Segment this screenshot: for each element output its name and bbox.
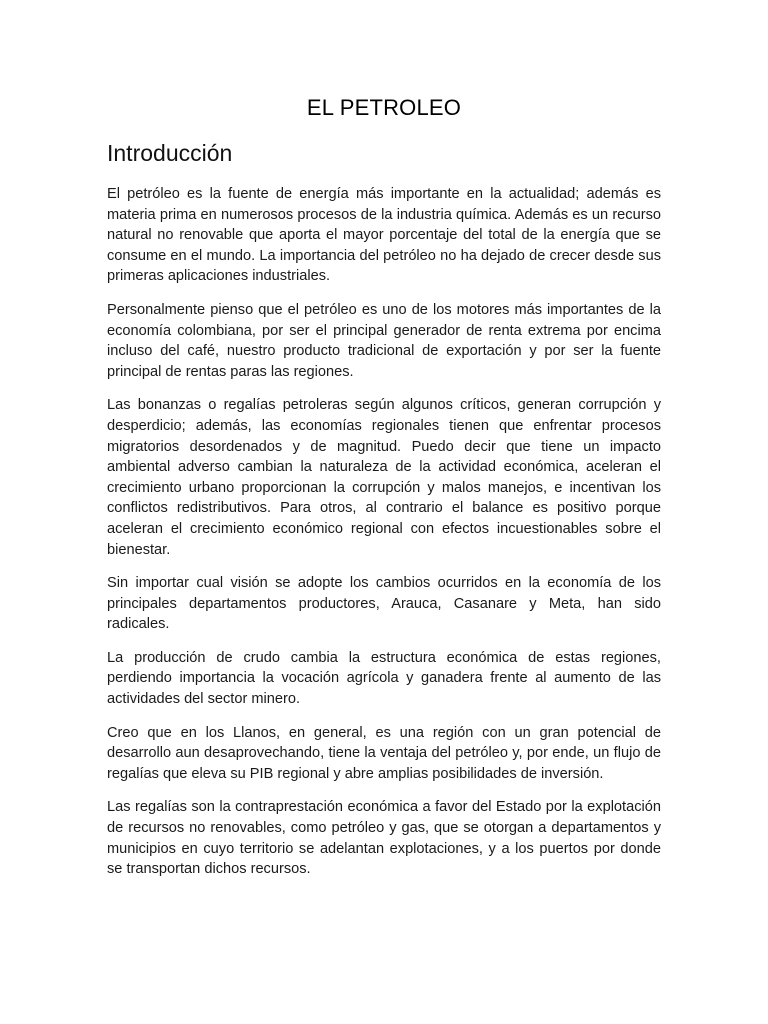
paragraph-7: Las regalías son la contraprestación económica a favor del Estado por la explotación de recursos no renovables, como petróleo y gas, que se otorgan a departamentos y municipios en cuyo territorio se adelantan explotaciones, y a los puertos por donde se transportan dichos recursos. xyxy=(107,799,661,878)
paragraph-4: Sin importar cual visión se adopte los cambios ocurridos en la economía de los principales departamentos productores, Arauca, Casanare y Meta, han sido radicales. xyxy=(107,575,661,633)
document-body xyxy=(107,184,661,880)
paragraph-1: El petróleo es la fuente de energía más importante en la actualidad; además es materia prima en numerosos procesos de la industria química. Además es un recurso natural no renovable que aporta el mayor porcentaje del total de la energía que se consume en el mundo. La importancia del petróleo no ha dejado de crecer desde sus primeras aplicaciones industriales. xyxy=(107,186,661,285)
paragraph-2: Personalmente pienso que el petróleo es uno de los motores más importantes de la economía colombiana, por ser el principal generador de renta extrema por encima incluso del café, nuestro producto tradicional de exportación y por ser la fuente principal de rentas paras las regiones. xyxy=(107,301,661,380)
paragraph-3: Las bonanzas o regalías petroleras según algunos críticos, generan corrupción y desperdicio; además, las economías regionales tienen que enfrentar procesos migratorios desordenados y de magnitud. Puedo decir que tiene un impacto ambiental adverso cambian la naturaleza de la actividad económica, aceleran el crecimiento urbano proporcionan la corrupción y malos manejos, e incentivan los conflictos redistributivos. Para otros, al contrario el balance es positivo porque aceleran el crecimiento económico regional con efectos incuestionables sobre el bienestar. xyxy=(107,397,661,558)
paragraph-5: La producción de crudo cambia la estructura económica de estas regiones, perdiendo importancia la vocación agrícola y ganadera frente al aumento de las actividades del sector minero. xyxy=(107,649,661,708)
document-page xyxy=(107,93,661,893)
paragraph-6: Creo que en los Llanos, en general, es una región con un gran potencial de desarrollo aun desaprovechando, tiene la ventaja del petróleo y, por ende, un flujo de regalías que eleva su PIB regional y abre amplias posibilidades de inversión. xyxy=(107,724,661,782)
section-heading: Introducción xyxy=(107,140,233,166)
document-title: EL PETROLEO xyxy=(306,95,462,120)
